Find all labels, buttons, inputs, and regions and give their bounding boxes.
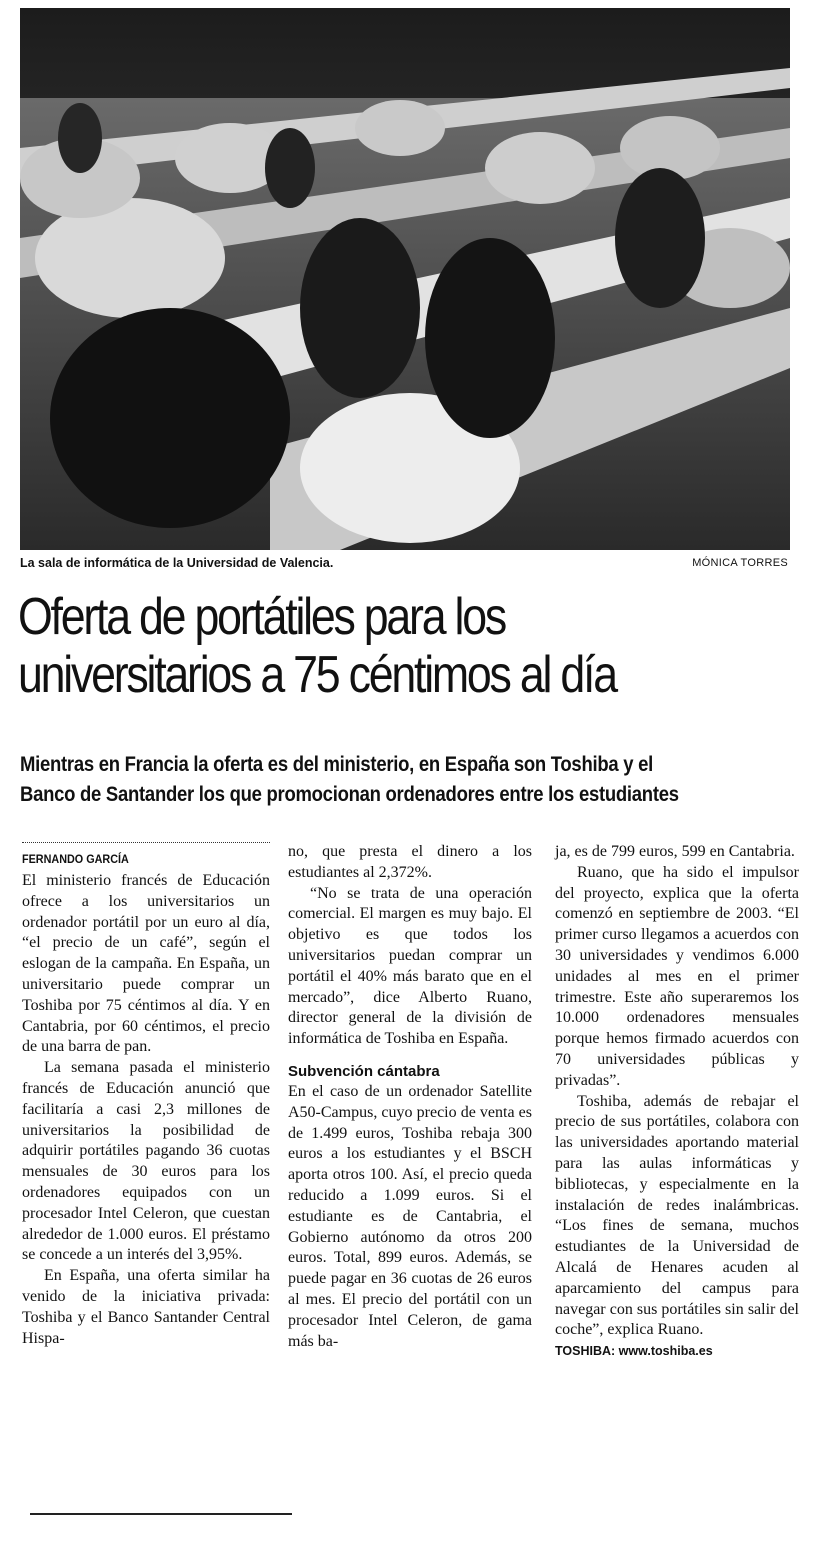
subheadline bbox=[20, 750, 812, 810]
photo-credit: MÓNICA TORRES bbox=[692, 557, 788, 569]
byline-divider bbox=[22, 842, 270, 843]
paragraph-5-start: En el caso de un ordenador Satellite A50-Campus, cuyo precio de venta es de 1.499 euros, Toshiba rebaja 300 euros a los estudiantes y el BSCH aporta otros 100. Así, el precio queda reducido a 1.099 euros. Si el estudiante es de Cantabria, el Gobierno autónomo da otros 200 euros. Total, 899 euros. Además, se puede pagar en 36 cuotas de 26 euros al mes. El precio del portátil con un procesador Intel Celeron, de gama más ba- bbox=[288, 1082, 532, 1350]
paragraph-1: El ministerio francés de Educación ofrece a los universitarios un ordenador portátil por un euro al día, “el precio de un café”, según el eslogan de la campaña. En España, un universitario puede comprar un Toshiba por 75 céntimos al día. Y en Cantabria, por 60 céntimos, el precio de una barra de pan. bbox=[22, 872, 270, 1056]
headline bbox=[18, 588, 801, 704]
photo-caption: La sala de informática de la Universidad de Valencia. bbox=[20, 556, 334, 570]
byline: FERNANDO GARCÍA bbox=[22, 852, 129, 866]
article-column-2 bbox=[288, 842, 532, 1352]
article-column-1 bbox=[22, 842, 270, 1349]
section-subtitle: Subvención cántabra bbox=[288, 1062, 440, 1080]
headline-line-2: universitarios a 75 céntimos al día bbox=[18, 646, 616, 704]
subheadline-line-1: Mientras en Francia la oferta es del ministerio, en España son Toshiba y el bbox=[20, 753, 654, 776]
article-footer-link: TOSHIBA: www.toshiba.es bbox=[555, 1344, 713, 1359]
headline-line-1: Oferta de portátiles para los bbox=[18, 588, 506, 646]
photo-caption-bar bbox=[20, 556, 790, 574]
paragraph-4: “No se trata de una operación comercial. El margen es muy bajo. El objetivo es que todos los universitarios puedan comprar un portátil el 40% más barato que en el mercado”, dice Alberto Ruano, director general de la división de informática de Toshiba en España. bbox=[288, 884, 532, 1048]
subheadline-line-2: Banco de Santander los que promocionan ordenadores entre los estudiantes bbox=[20, 783, 679, 806]
paragraph-7: Toshiba, además de rebajar el precio de sus portátiles, colabora con las universidades aportando material para las aulas informáticas y bibliotecas, y especialmente en la instalación de redes inalámbricas. “Los fines de semana, muchos estudiantes de la Universidad de Alcalá de Henares acuden al aparcamiento del campus para navegar con sus portátiles sin salir del coche”, explica Ruano. bbox=[555, 1092, 799, 1339]
paragraph-3-start: En España, una oferta similar ha venido de la iniciativa privada: Toshiba y el Banco Santander Central Hispa- bbox=[22, 1267, 270, 1347]
article-photo bbox=[20, 8, 790, 550]
bottom-divider bbox=[30, 1513, 292, 1515]
paragraph-5-end: ja, es de 799 euros, 599 en Cantabria. bbox=[555, 843, 795, 860]
paragraph-2: La semana pasada el ministerio francés de Educación anunció que facilitaría a casi 2,3 millones de universitarios la posibilidad de adquirir portátiles pagando 36 cuotas mensuales de 30 euros para los ordenadores equipados con un procesador Intel Celeron, que cuestan alrededor de 1.000 euros. El préstamo se concede a un interés del 3,95%. bbox=[22, 1059, 270, 1264]
paragraph-3-end: no, que presta el dinero a los estudiantes al 2,372%. bbox=[288, 843, 532, 881]
computer-room-photo bbox=[20, 8, 790, 550]
article-column-3 bbox=[555, 842, 799, 1361]
paragraph-6: Ruano, que ha sido el impulsor del proyecto, explica que la oferta comenzó en septiembre de 2003. “El primer curso llegamos a acuerdos con 30 universidades y vendimos 6.000 unidades al mes en el primer trimestre. Este año superaremos los 10.000 ordenadores mensuales porque hemos firmado acuerdos con 70 universidades públicas y privadas”. bbox=[555, 863, 799, 1089]
